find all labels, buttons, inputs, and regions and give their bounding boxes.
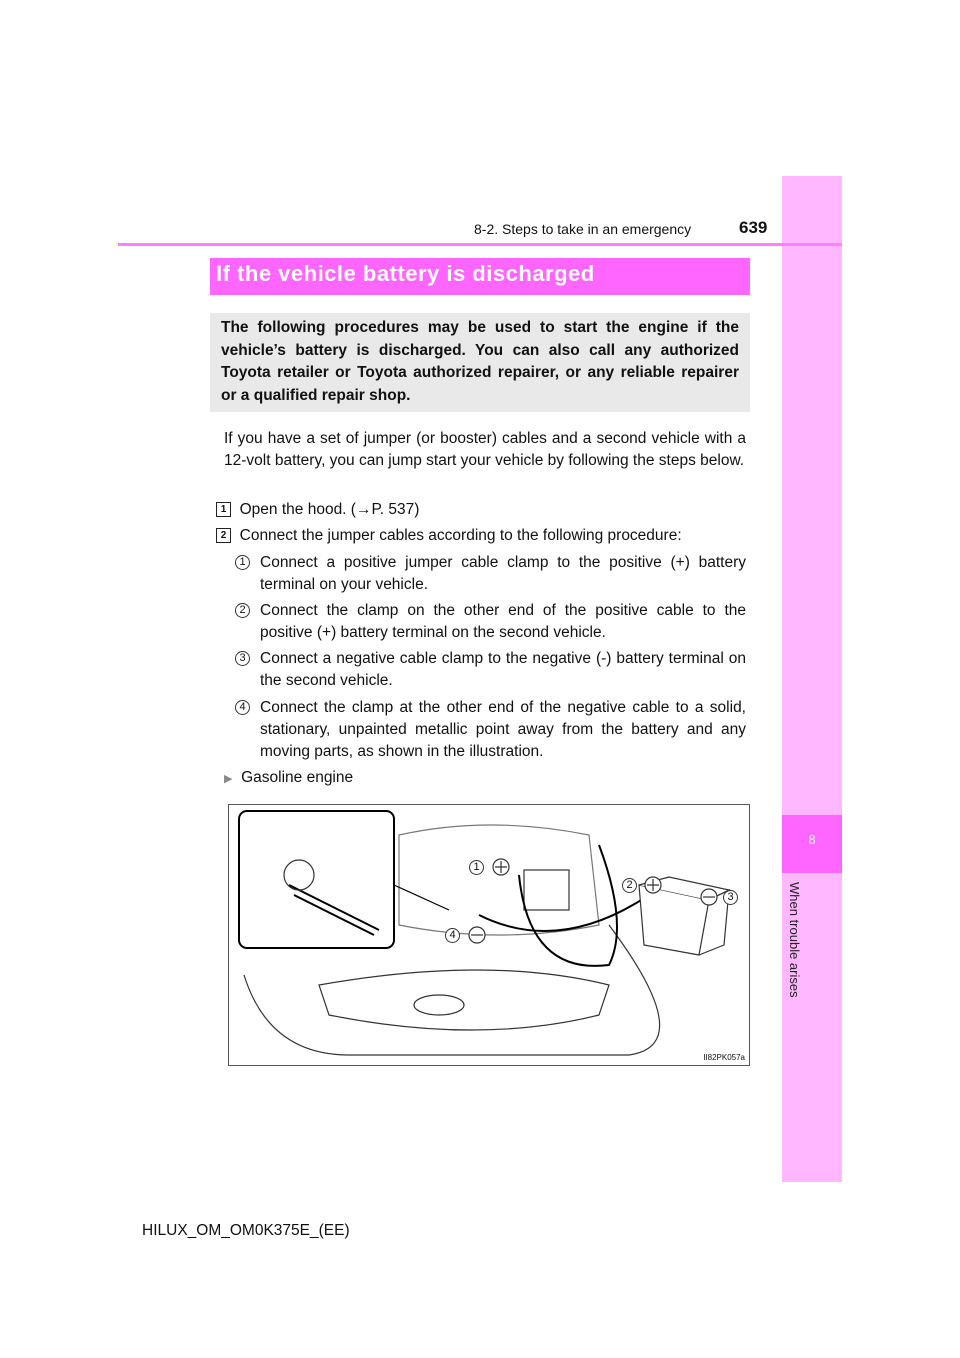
substep-4 xyxy=(235,697,746,763)
callout-1: 1 xyxy=(469,860,484,875)
substep-text: Connect the clamp on the other end of the positive cable to the positive (+) battery terminal on the second vehicle. xyxy=(260,602,746,641)
triangle-bullet-icon: ▶ xyxy=(224,773,233,785)
substep-number: 3 xyxy=(235,651,250,666)
section-title: 8-2. Steps to take in an emergency xyxy=(474,221,692,237)
callout-4: 4 xyxy=(445,928,460,943)
body-paragraph: If you have a set of jumper (or booster) cables and a second vehicle with a 12-volt battery, you can jump start your vehicle by following the steps below. xyxy=(224,430,746,469)
intro-box: The following procedures may be used to start the engine if the vehicle’s battery is discharged. You can also call any authorized Toyota retailer or Toyota authorized repairer, or any reliable repairer or a qualified repair shop. xyxy=(210,313,750,412)
step-text: Connect the jumper cables according to the following procedure: xyxy=(239,527,682,544)
figure-code: II82PK057a xyxy=(703,1053,745,1062)
substep-number: 4 xyxy=(235,700,250,715)
engine-label xyxy=(224,767,353,790)
footer-doc-id: HILUX_OM_OM0K375E_(EE) xyxy=(142,1222,350,1239)
callout-2: 2 xyxy=(622,878,637,893)
engine-label-text: Gasoline engine xyxy=(241,769,354,786)
substep-2 xyxy=(235,600,746,644)
step-number: 2 xyxy=(216,528,231,543)
substep-number: 2 xyxy=(235,603,250,618)
chapter-sidebar xyxy=(782,176,842,1182)
substep-3 xyxy=(235,648,746,692)
step-1 xyxy=(216,499,746,521)
chapter-number-tab[interactable]: 8 xyxy=(782,815,842,873)
step-text: Open the hood. (→P. 537) xyxy=(239,501,420,518)
substep-text: Connect the clamp at the other end of the negative cable to a solid, stationary, unpainted metallic point away from the battery and any moving parts, as shown in the illustration. xyxy=(260,699,746,760)
chapter-title: When trouble arises xyxy=(787,882,802,998)
callout-3: 3 xyxy=(723,890,738,905)
substep-number: 1 xyxy=(235,555,250,570)
page-title: If the vehicle battery is discharged xyxy=(210,258,750,295)
substep-1 xyxy=(235,552,746,596)
jump-start-illustration xyxy=(228,804,750,1066)
page-number: 639 xyxy=(739,218,768,237)
substep-text: Connect a negative cable clamp to the negative (-) battery terminal on the second vehicle. xyxy=(260,650,746,689)
step-2 xyxy=(216,525,746,547)
substep-text: Connect a positive jumper cable clamp to the positive (+) battery terminal on your vehicle. xyxy=(260,554,746,593)
step-number: 1 xyxy=(216,502,231,517)
header-divider xyxy=(118,243,842,246)
